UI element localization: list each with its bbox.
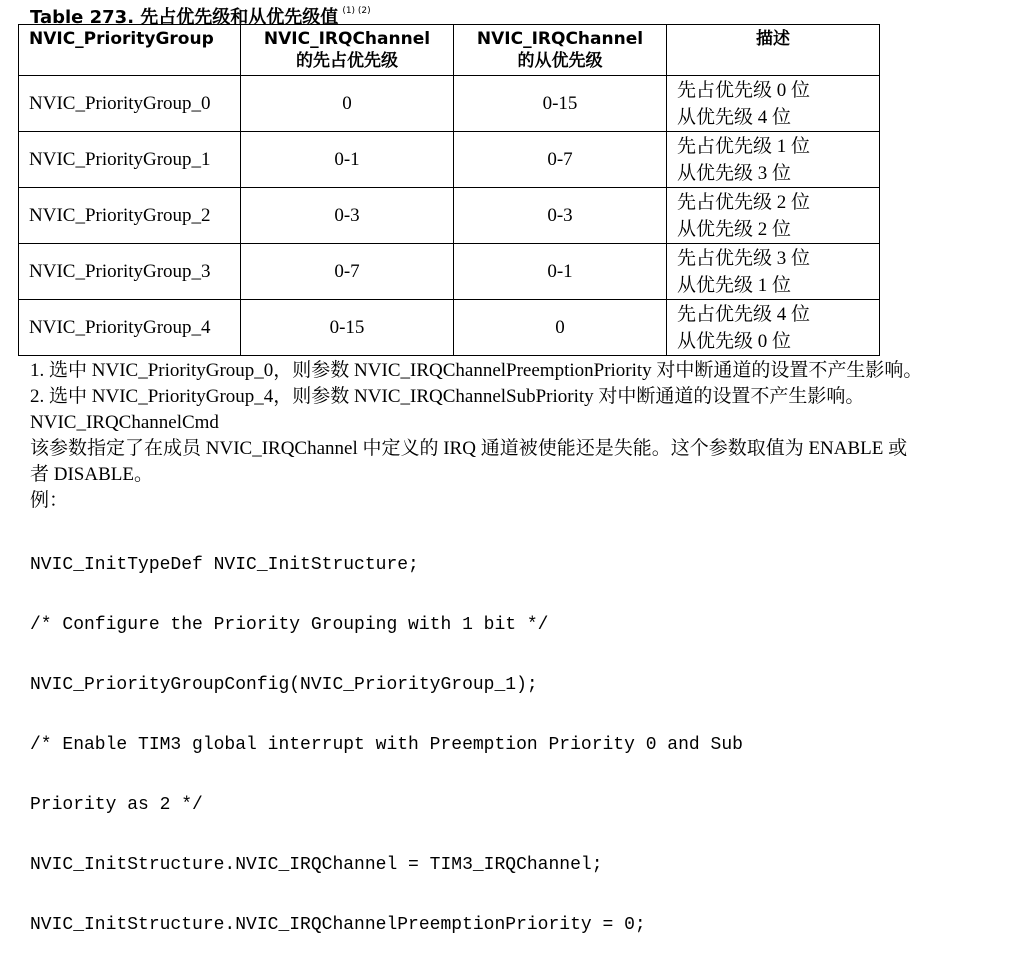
desc-line: 先占优先级 2 位 (677, 191, 811, 213)
header-description: 描述 (667, 25, 880, 76)
header-priority-group: NVIC_PriorityGroup (19, 25, 241, 76)
desc-line: 先占优先级 4 位 (677, 303, 811, 325)
table-caption-title: Table 273. 先占优先级和从优先级值 (30, 7, 339, 28)
table-row (19, 188, 880, 244)
section-heading: NVIC_IRQChannelCmd (30, 412, 219, 433)
section-paragraph-line-1: 该参数指定了在成员 NVIC_IRQChannel 中定义的 IRQ 通道被使能还是失能。这个参数取值为 ENABLE 或 (30, 438, 908, 459)
cell-preemption: 0 (241, 76, 454, 132)
desc-line: 从优先级 3 位 (677, 162, 792, 184)
priority-table (18, 24, 880, 356)
cell-preemption: 0-3 (241, 188, 454, 244)
code-line: NVIC_PriorityGroupConfig(NVIC_PriorityGroup_1); (30, 675, 538, 695)
code-line: /* Configure the Priority Grouping with 1 bit */ (30, 615, 549, 635)
header-preemption-priority: NVIC_IRQChannel 的先占优先级 (241, 25, 454, 76)
table-caption-notes-ref: (1) (2) (342, 6, 371, 16)
table-row (19, 244, 880, 300)
cell-description (667, 244, 880, 300)
cell-sub: 0 (454, 300, 667, 356)
table-row (19, 76, 880, 132)
example-label: 例： (30, 490, 69, 511)
desc-line: 从优先级 1 位 (677, 274, 792, 296)
cell-group: NVIC_PriorityGroup_0 (19, 76, 241, 132)
cell-group: NVIC_PriorityGroup_4 (19, 300, 241, 356)
cell-group: NVIC_PriorityGroup_3 (19, 244, 241, 300)
code-line: /* Enable TIM3 global interrupt with Preemption Priority 0 and Sub (30, 735, 743, 755)
desc-line: 从优先级 2 位 (677, 218, 792, 240)
cell-sub: 0-7 (454, 132, 667, 188)
cell-group: NVIC_PriorityGroup_1 (19, 132, 241, 188)
desc-line: 先占优先级 1 位 (677, 135, 811, 157)
cell-preemption: 0-1 (241, 132, 454, 188)
desc-line: 先占优先级 3 位 (677, 247, 811, 269)
table-header-row (19, 25, 880, 76)
section-paragraph-line-2: 者 DISABLE。 (30, 464, 153, 485)
cell-group: NVIC_PriorityGroup_2 (19, 188, 241, 244)
cell-description (667, 132, 880, 188)
code-line: NVIC_InitTypeDef NVIC_InitStructure; (30, 555, 419, 575)
code-line: NVIC_InitStructure.NVIC_IRQChannelPreemptionPriority = 0; (30, 915, 646, 935)
code-block (30, 515, 743, 955)
table-row (19, 300, 880, 356)
cell-description (667, 300, 880, 356)
cell-sub: 0-15 (454, 76, 667, 132)
desc-line: 从优先级 4 位 (677, 106, 792, 128)
table-note-1: 1. 选中 NVIC_PriorityGroup_0，则参数 NVIC_IRQChannelPreemptionPriority 对中断通道的设置不产生影响。 (30, 360, 923, 381)
desc-line: 先占优先级 0 位 (677, 79, 811, 101)
table-row (19, 132, 880, 188)
cell-preemption: 0-7 (241, 244, 454, 300)
header-sub-priority: NVIC_IRQChannel 的从优先级 (454, 25, 667, 76)
cell-description (667, 188, 880, 244)
cell-sub: 0-3 (454, 188, 667, 244)
cell-description (667, 76, 880, 132)
code-line: NVIC_InitStructure.NVIC_IRQChannel = TIM3_IRQChannel; (30, 855, 603, 875)
cell-sub: 0-1 (454, 244, 667, 300)
code-line: Priority as 2 */ (30, 795, 203, 815)
desc-line: 从优先级 0 位 (677, 330, 792, 352)
table-note-2: 2. 选中 NVIC_PriorityGroup_4，则参数 NVIC_IRQChannelSubPriority 对中断通道的设置不产生影响。 (30, 386, 865, 407)
cell-preemption: 0-15 (241, 300, 454, 356)
